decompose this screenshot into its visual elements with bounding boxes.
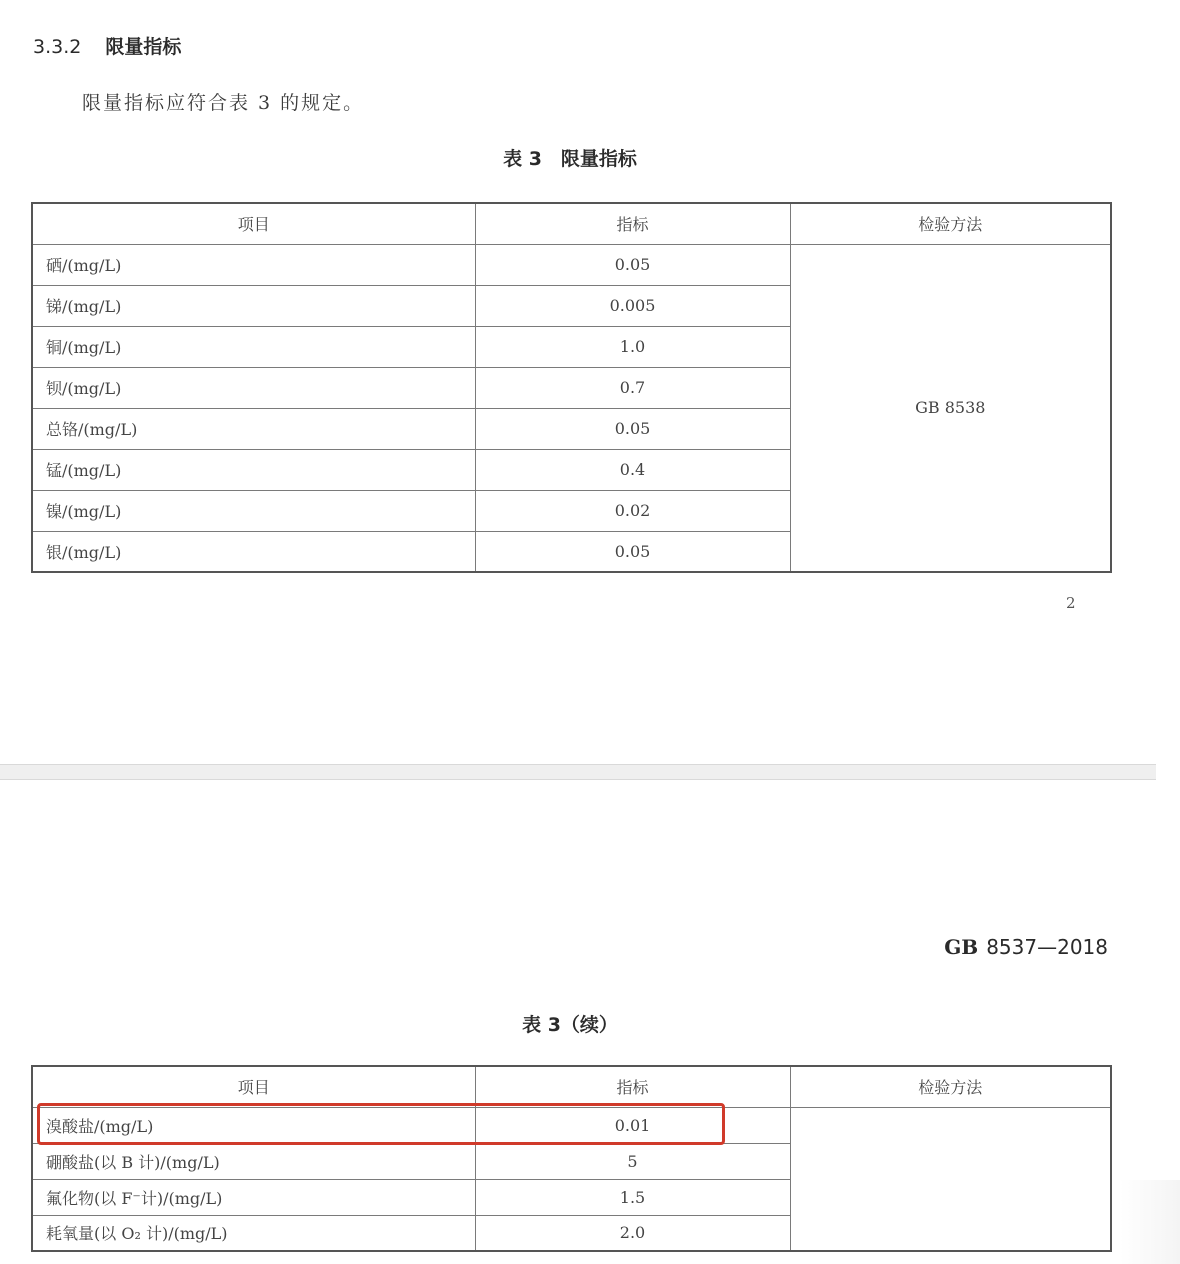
limit-index-table [31,202,1112,573]
row-item: 溴酸盐/(mg/L) [32,1107,475,1143]
row-value: 2.0 [475,1215,790,1251]
row-item: 总铬/(mg/L) [32,408,475,449]
section-number: 3.3.2 [33,36,82,58]
doc-code-number: 8537—2018 [986,935,1108,959]
limit-index-table-continued [31,1065,1112,1252]
header-item: 项目 [32,203,475,244]
table-row [32,1107,1111,1143]
section-title: 限量指标 [105,36,182,58]
row-value: 1.0 [475,326,790,367]
row-value: 0.02 [475,490,790,531]
row-value: 0.05 [475,244,790,285]
page-separator [0,764,1156,780]
row-item: 硼酸盐(以 B 计)/(mg/L) [32,1143,475,1179]
table-header-row [32,1066,1111,1107]
row-value: 1.5 [475,1179,790,1215]
row-item: 硒/(mg/L) [32,244,475,285]
row-item: 银/(mg/L) [32,531,475,572]
row-item: 镍/(mg/L) [32,490,475,531]
row-value: 5 [475,1143,790,1179]
row-item: 耗氧量(以 O₂ 计)/(mg/L) [32,1215,475,1251]
row-item: 钡/(mg/L) [32,367,475,408]
row-value: 0.7 [475,367,790,408]
header-index: 指标 [475,203,790,244]
doc-code-prefix: GB [944,935,979,959]
section-heading [33,32,181,59]
document-code [944,935,1108,959]
row-value: 0.005 [475,285,790,326]
row-item: 氟化物(以 F⁻计)/(mg/L) [32,1179,475,1215]
header-method: 检验方法 [790,1066,1111,1107]
table-header-row [32,203,1111,244]
row-value: 0.05 [475,408,790,449]
row-value: 0.01 [475,1107,790,1143]
body-paragraph: 限量指标应符合表 3 的规定。 [82,92,365,114]
test-method-cell: GB 8538 [790,244,1111,572]
edge-shadow [1120,1180,1180,1264]
page-number: 2 [1066,594,1076,612]
header-index: 指标 [475,1066,790,1107]
test-method-cell [790,1107,1111,1251]
table-caption: 表 3 限量指标 [503,148,637,170]
row-value: 0.05 [475,531,790,572]
header-method: 检验方法 [790,203,1111,244]
row-item: 锑/(mg/L) [32,285,475,326]
table-row [32,244,1111,285]
header-item: 项目 [32,1066,475,1107]
table-caption-continued: 表 3（续） [522,1014,618,1036]
row-value: 0.4 [475,449,790,490]
row-item: 锰/(mg/L) [32,449,475,490]
row-item: 铜/(mg/L) [32,326,475,367]
